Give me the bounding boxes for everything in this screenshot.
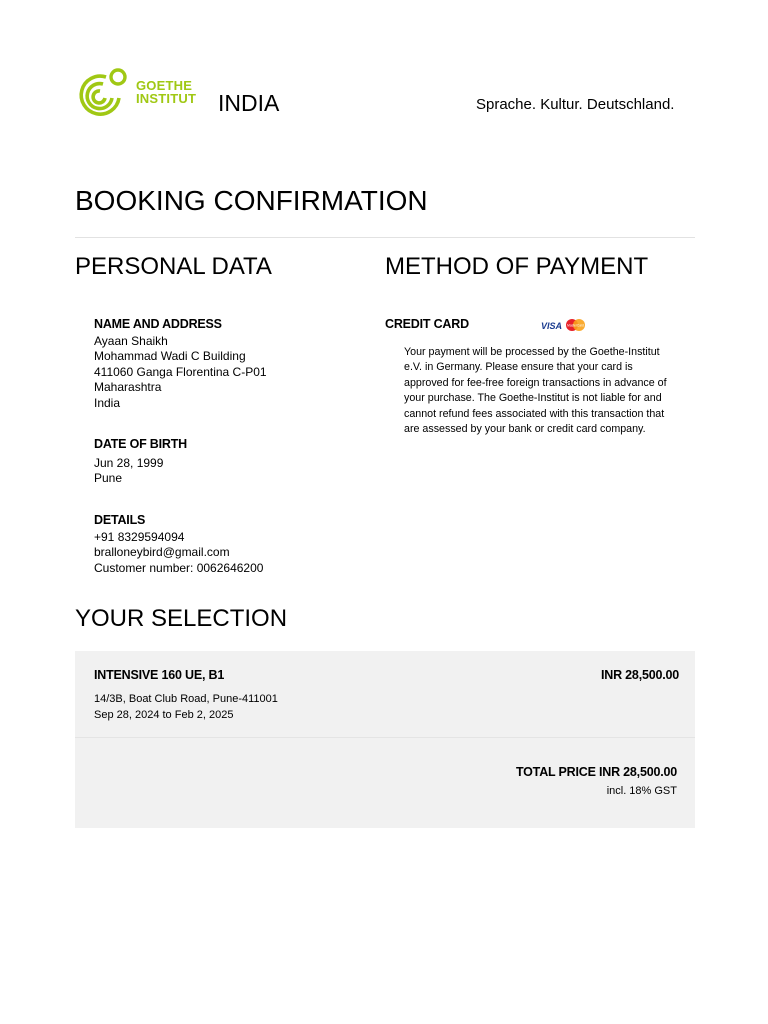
selection-heading: YOUR SELECTION <box>75 605 288 632</box>
brand-name <box>136 79 196 105</box>
tagline: Sprache. Kultur. Deutschland. <box>476 96 675 113</box>
mastercard-logo: MasterCard <box>567 323 584 328</box>
name-address-block <box>94 334 267 411</box>
country-label: INDIA <box>218 90 280 116</box>
selection-divider <box>75 737 695 738</box>
payment-method-label: CREDIT CARD <box>385 317 469 331</box>
brand-line-1: GOETHE <box>136 78 193 93</box>
address-line: India <box>94 395 121 410</box>
email: bralloneybird@gmail.com <box>94 545 230 560</box>
tax-note: incl. 18% GST <box>606 785 677 797</box>
card-logos-icon <box>541 318 587 332</box>
course-location: 14/3B, Boat Club Road, Pune-411001 <box>94 693 278 705</box>
course-dates: Sep 28, 2024 to Feb 2, 2025 <box>94 709 234 721</box>
dob-block <box>94 456 163 487</box>
dob-place: Pune <box>94 471 123 486</box>
brand-line-2: INSTITUT <box>136 91 197 106</box>
payment-heading: METHOD OF PAYMENT <box>385 253 649 280</box>
page-title: BOOKING CONFIRMATION <box>75 185 428 216</box>
name-address-label: NAME AND ADDRESS <box>94 317 222 331</box>
total-price: TOTAL PRICE INR 28,500.00 <box>515 765 677 779</box>
address-line: Ayaan Shaikh <box>94 334 168 348</box>
dob-date: Jun 28, 1999 <box>94 456 164 470</box>
details-block <box>94 530 263 576</box>
customer-number: Customer number: 0062646200 <box>94 560 264 575</box>
address-line: 411060 Ganga Florentina C-P01 <box>94 364 267 379</box>
address-line: Maharashtra <box>94 380 162 395</box>
course-name: INTENSIVE 160 UE, B1 <box>94 668 225 682</box>
personal-data-heading: PERSONAL DATA <box>75 253 272 280</box>
title-divider <box>75 237 695 238</box>
phone: +91 8329594094 <box>94 530 185 544</box>
address-line: Mohammad Wadi C Building <box>94 349 246 364</box>
dob-label: DATE OF BIRTH <box>94 437 187 451</box>
payment-notice: Your payment will be processed by the Goethe-Institut e.V. in Germany. Please ensure that your card is approved for fee-free foreign transactions in advance of your purchase. The Goethe-Institut is not liable for and cannot refund fees associated with this transaction that are assessed by your bank or credit card company. <box>404 346 667 436</box>
details-label: DETAILS <box>94 513 146 527</box>
visa-logo: VISA <box>541 321 563 331</box>
goethe-logo-icon <box>73 66 129 120</box>
course-price: INR 28,500.00 <box>600 668 679 682</box>
